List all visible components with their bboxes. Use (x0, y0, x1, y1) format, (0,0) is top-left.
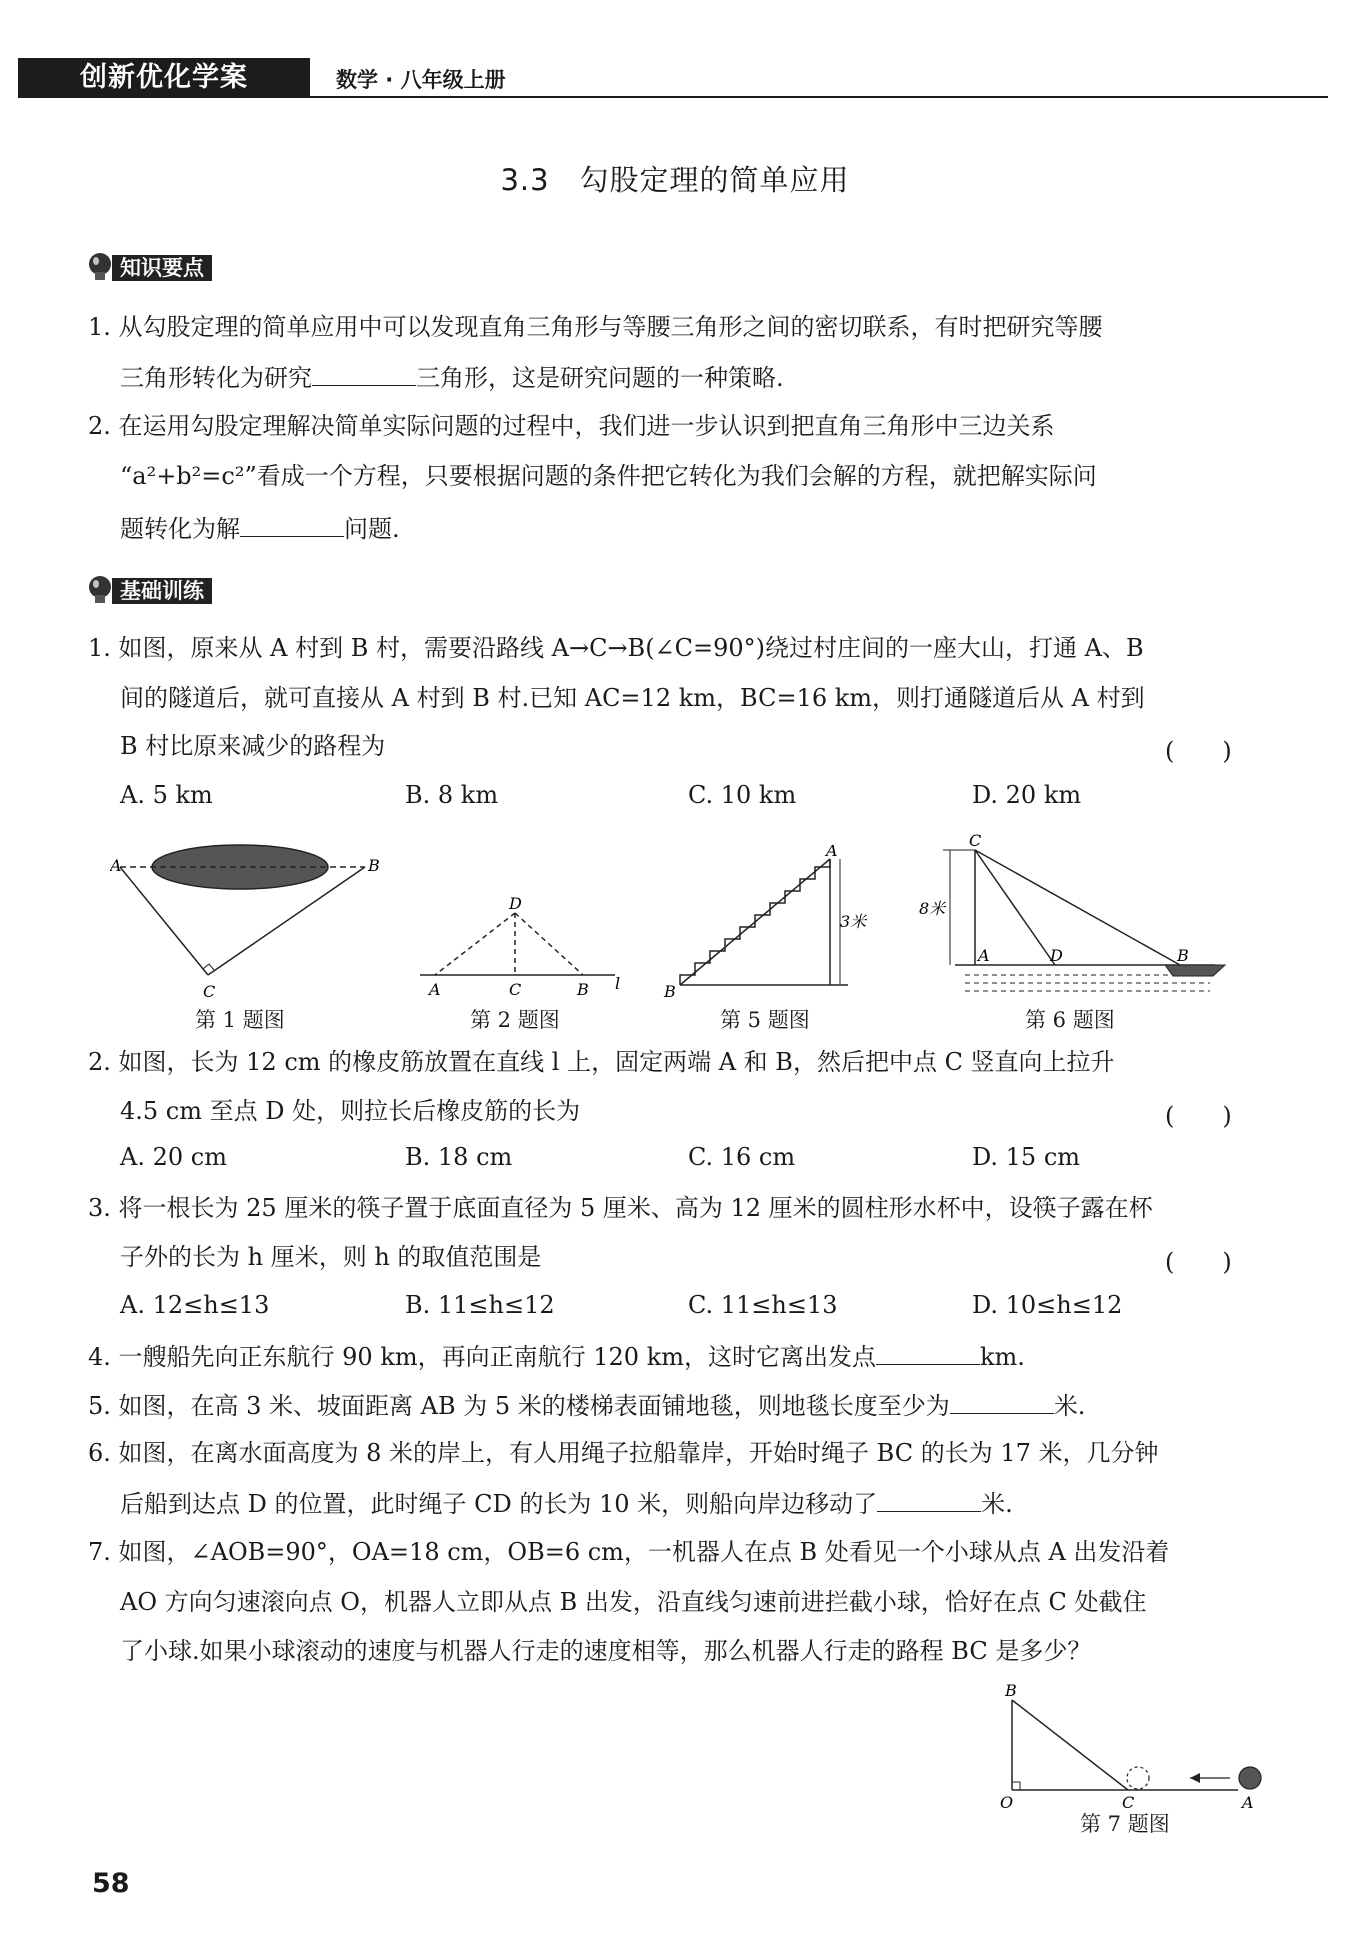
fig6-label-height: 8米 (919, 899, 946, 918)
q1-option-c[interactable]: C. 10 km (688, 781, 797, 809)
q5-text-a: 5. 如图，在高 3 米、坡面距离 AB 为 5 米的楼梯表面铺地毯，则地毯长度至少为 (88, 1392, 950, 1420)
knowledge-item-2-line-1: 2. 在运用勾股定理解决简单实际问题的过程中，我们进一步认识到把直角三角形中三边关系 (88, 412, 1055, 440)
q3-option-b[interactable]: B. 11≤h≤12 (405, 1291, 555, 1319)
q2-option-b[interactable]: B. 18 cm (405, 1143, 513, 1171)
q2-option-c[interactable]: C. 16 cm (688, 1143, 796, 1171)
fig6-label-b: B (1177, 946, 1189, 965)
header-rule (310, 96, 1328, 98)
answer-blank[interactable] (950, 1389, 1054, 1414)
figure-6 (915, 830, 1235, 1005)
q3-line-2: 子外的长为 h 厘米，则 h 的取值范围是 (120, 1243, 542, 1271)
q1-line-1: 1. 如图，原来从 A 村到 B 村，需要沿路线 A→C→B(∠C=90°)绕过村庄间的一座大山，打通 A、B (88, 634, 1144, 662)
q1-option-d[interactable]: D. 20 km (972, 781, 1082, 809)
figure-7 (990, 1680, 1270, 1820)
section-title: 3.3 勾股定理的简单应用 (500, 163, 850, 197)
q4-text-b: km. (980, 1343, 1025, 1371)
q2-option-d[interactable]: D. 15 cm (972, 1143, 1081, 1171)
fig2-label-c: C (509, 980, 522, 999)
fig6-label-a: A (978, 946, 990, 965)
q6-text-b: 米. (981, 1490, 1013, 1518)
answer-blank[interactable] (240, 512, 344, 537)
q1-option-a[interactable]: A. 5 km (120, 781, 213, 809)
fig5-label-a: A (826, 845, 838, 860)
figure-2 (415, 895, 630, 1005)
knowledge-item-1-text-a: 三角形转化为研究 (120, 364, 312, 392)
lightbulb-icon (88, 252, 114, 284)
q4-line (88, 1340, 1025, 1372)
fig7-label-a: A (1242, 1793, 1254, 1812)
brand-title: 创新优化学案 (18, 58, 310, 98)
fig6-label-d: D (1050, 946, 1063, 965)
fig1-label-b: B (368, 856, 380, 875)
page-number: 58 (92, 1868, 130, 1899)
knowledge-item-2-line-2: “a²+b²=c²”看成一个方程，只要根据问题的条件把它转化为我们会解的方程，就把解实际问 (120, 462, 1097, 490)
q6-line-2 (120, 1487, 1013, 1519)
fig2-caption: 第 2 题图 (470, 1008, 560, 1032)
q6-text-a: 后船到达点 D 的位置，此时绳子 CD 的长为 10 米，则船向岸边移动了 (120, 1490, 878, 1518)
q7-line-1: 7. 如图，∠AOB=90°，OA=18 cm，OB=6 cm，一机器人在点 B 处看见一个小球从点 A 出发沿着 (88, 1538, 1170, 1566)
q2-line-1: 2. 如图，长为 12 cm 的橡皮筋放置在直线 l 上，固定两端 A 和 B，然后把中点 C 竖直向上拉升 (88, 1048, 1115, 1076)
answer-blank[interactable] (877, 1487, 981, 1512)
q5-text-b: 米. (1053, 1392, 1086, 1420)
knowledge-item-2-text-a: 题转化为解 (120, 515, 240, 543)
q2-option-a[interactable]: A. 20 cm (120, 1143, 227, 1171)
ball-shape (1239, 1767, 1261, 1789)
q3-answer-paren[interactable]: ( ) (1165, 1248, 1232, 1276)
knowledge-item-1-line-1: 1. 从勾股定理的简单应用中可以发现直角三角形与等腰三角形之间的密切联系，有时把研究等腰 (88, 313, 1103, 341)
fig7-label-b: B (1005, 1681, 1017, 1700)
fig2-label-l: l (615, 974, 621, 993)
q1-answer-paren[interactable]: ( ) (1165, 737, 1232, 765)
answer-blank[interactable] (312, 361, 416, 386)
q1-line-2: 间的隧道后，就可直接从 A 村到 B 村.已知 AC=12 km，BC=16 km，则打通隧道后从 A 村到 (120, 684, 1145, 712)
q5-line (88, 1389, 1085, 1421)
boat-shape (1165, 965, 1225, 976)
q3-option-a[interactable]: A. 12≤h≤13 (120, 1291, 270, 1319)
fig5-caption: 第 5 题图 (720, 1008, 810, 1032)
q1-option-b[interactable]: B. 8 km (405, 781, 499, 809)
q6-line-1: 6. 如图，在离水面高度为 8 米的岸上，有人用绳子拉船靠岸，开始时绳子 BC 的长为 17 米，几分钟 (88, 1439, 1159, 1467)
fig1-label-a: A (110, 856, 122, 875)
q2-line-2: 4.5 cm 至点 D 处，则拉长后橡皮筋的长为 (120, 1097, 581, 1125)
answer-blank[interactable] (876, 1340, 980, 1365)
fig2-label-b: B (577, 980, 589, 999)
q1-line-3: B 村比原来减少的路程为 (120, 732, 386, 760)
fig7-label-c: C (1122, 1793, 1135, 1812)
figure-1 (110, 835, 380, 1005)
fig1-label-c: C (203, 982, 216, 1001)
lightbulb-icon (88, 575, 114, 607)
fig6-label-c: C (969, 831, 982, 850)
knowledge-item-1-text-b: 三角形，这是研究问题的一种策略. (416, 364, 784, 392)
fig5-label-height: 3米 (840, 912, 867, 931)
fig7-caption: 第 7 题图 (1080, 1812, 1170, 1836)
q4-text-a: 4. 一艘船先向正东航行 90 km，再向正南航行 120 km，这时它离出发点 (88, 1343, 876, 1371)
arrow-left-icon (1190, 1773, 1200, 1783)
figure-5 (660, 845, 880, 1005)
q2-answer-paren[interactable]: ( ) (1165, 1102, 1232, 1130)
basic-tag-label: 基础训练 (112, 578, 212, 604)
fig2-label-a: A (429, 980, 441, 999)
knowledge-item-2-text-b: 问题. (344, 515, 400, 543)
fig7-label-o: O (1000, 1793, 1014, 1812)
q7-line-2: AO 方向匀速滚向点 O，机器人立即从点 B 出发，沿直线匀速前进拦截小球，恰好在点 C 处截住 (120, 1588, 1147, 1616)
knowledge-item-1-line-2 (120, 361, 784, 393)
page-header (18, 58, 1328, 98)
fig1-caption: 第 1 题图 (195, 1008, 285, 1032)
fig2-label-d: D (509, 895, 522, 913)
book-title: 数学 · 八年级上册 (336, 68, 506, 92)
fig6-caption: 第 6 题图 (1025, 1008, 1115, 1032)
q3-option-c[interactable]: C. 11≤h≤13 (688, 1291, 838, 1319)
q3-line-1: 3. 将一根长为 25 厘米的筷子置于底面直径为 5 厘米、高为 12 厘米的圆柱形水杯中，设筷子露在杯 (88, 1194, 1153, 1222)
q3-option-d[interactable]: D. 10≤h≤12 (972, 1291, 1123, 1319)
fig5-label-b: B (664, 982, 676, 1001)
q7-line-3: 了小球.如果小球滚动的速度与机器人行走的速度相等，那么机器人行走的路程 BC 是多少？ (120, 1637, 1092, 1665)
knowledge-tag-label: 知识要点 (112, 255, 212, 281)
knowledge-item-2-line-3 (120, 512, 400, 544)
